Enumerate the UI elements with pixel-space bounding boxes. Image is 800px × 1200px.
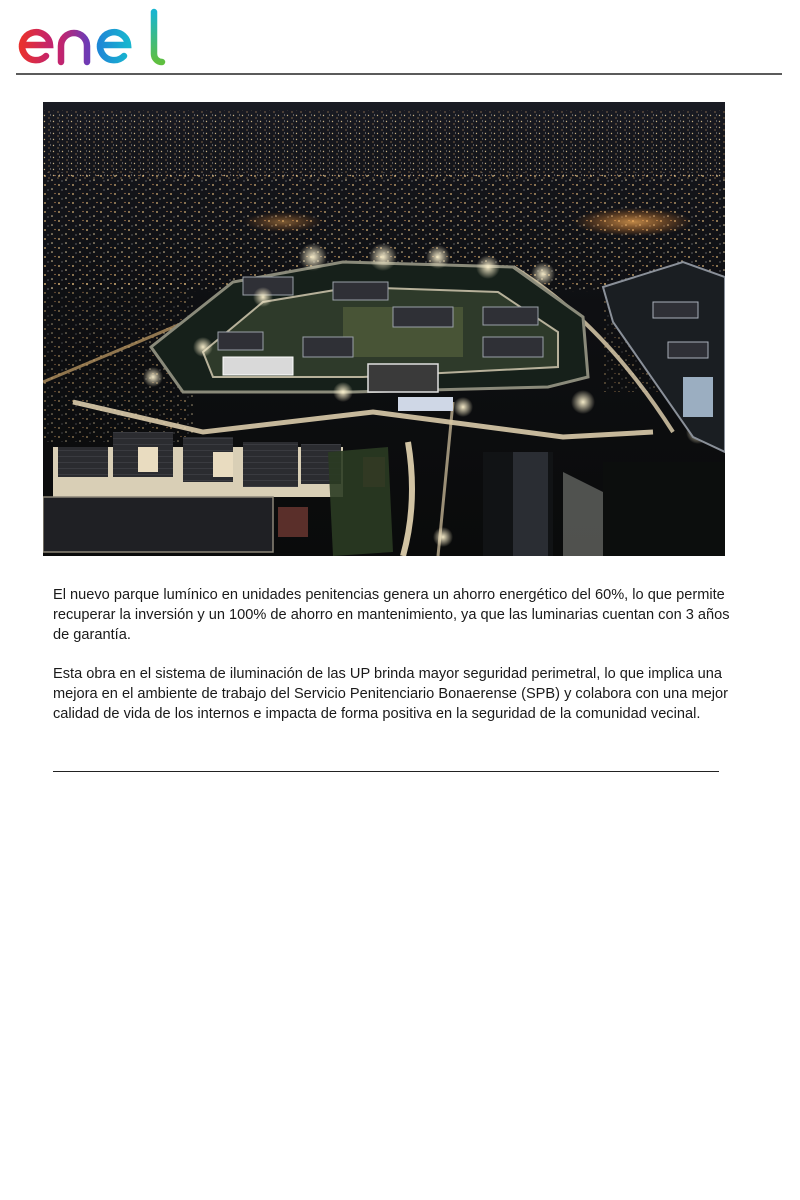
- article-paragraph-1: El nuevo parque lumínico en unidades penitencias genera un ahorro energético del 60%, lo que permite recuperar la inversión y un 100% de ahorro en mantenimiento, ya que las luminarias cuentan con 3 años de garantía.: [53, 587, 730, 643]
- footer-divider: [53, 771, 719, 772]
- article-body: [53, 585, 743, 743]
- article-paragraph-2: Esta obra en el sistema de iluminación de las UP brinda mayor seguridad perimetral, lo que implica una mejora en el ambiente de trabajo del Servicio Penitenciario Bonaerense (SPB) y colabora con una mejor calidad de vida de los internos e impacta de forma positiva en la seguridad de la comunidad vecinal.: [53, 666, 728, 722]
- header-divider: [16, 73, 782, 75]
- hero-photo: [43, 102, 725, 556]
- enel-logo: [18, 8, 170, 66]
